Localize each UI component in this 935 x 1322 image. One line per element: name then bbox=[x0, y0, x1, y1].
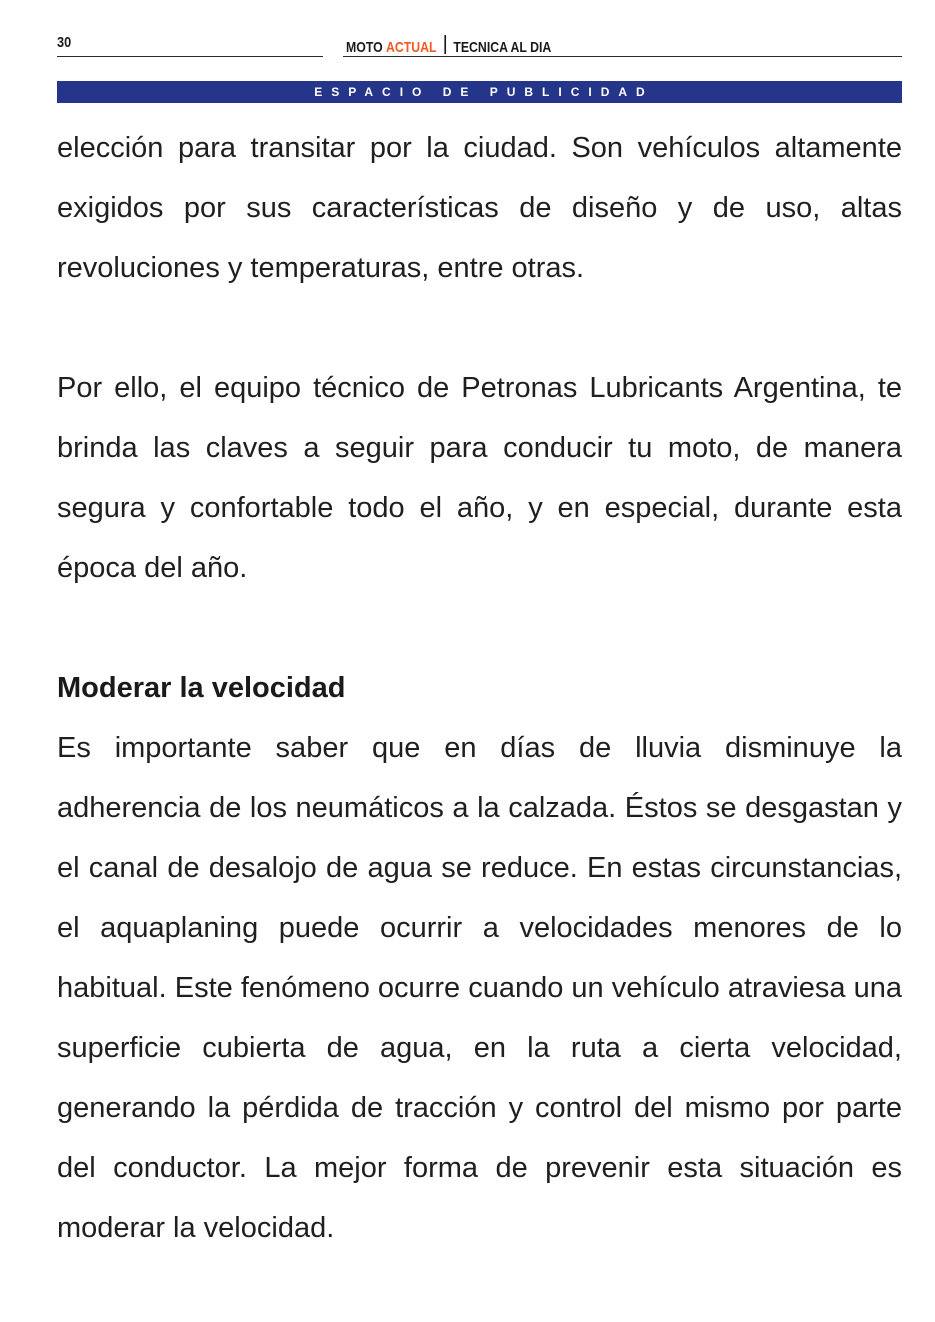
brand-actual: ACTUAL bbox=[385, 39, 437, 56]
paragraph-gap bbox=[57, 298, 902, 358]
ad-banner bbox=[57, 81, 902, 103]
paragraph-2: Por ello, el equipo técnico de Petronas Lubricants Argentina, te brinda las claves a seguir para conducir tu moto, de manera segura y confortable todo el año, y en especial, durante esta época del año. bbox=[57, 372, 902, 584]
header-rule-right bbox=[343, 56, 902, 57]
article-body bbox=[57, 118, 902, 1258]
brand-moto: MOTO bbox=[346, 39, 383, 56]
paragraph-3: Es importante saber que en días de lluvia disminuye la adherencia de los neumáticos a la calzada. Éstos se desgastan y el canal de desalojo de agua se reduce. En estas circunstancias, el aquaplaning puede ocurrir a velocidades menores de lo habitual. Este fenómeno ocurre cuando un vehículo atraviesa una superficie cubierta de agua, en la ruta a cierta velocidad, generando la pérdida de tracción y control del mismo por parte del conductor. La mejor forma de prevenir esta situación es moderar la velocidad. bbox=[57, 732, 902, 1244]
section-title: TECNICA AL DIA bbox=[453, 39, 552, 56]
paragraph-1: elección para transitar por la ciudad. Son vehículos altamente exigidos por sus características de diseño y de uso, altas revoluciones y temperaturas, entre otras. bbox=[57, 132, 902, 284]
masthead-divider bbox=[445, 35, 446, 54]
masthead bbox=[346, 39, 551, 56]
ad-banner-label: ESPACIO DE PUBLICIDAD bbox=[314, 85, 654, 99]
subheading: Moderar la velocidad bbox=[57, 672, 346, 704]
header-rule-left bbox=[57, 56, 323, 57]
paragraph-gap bbox=[57, 598, 902, 658]
page-number: 30 bbox=[57, 34, 72, 51]
page-header bbox=[0, 0, 935, 110]
